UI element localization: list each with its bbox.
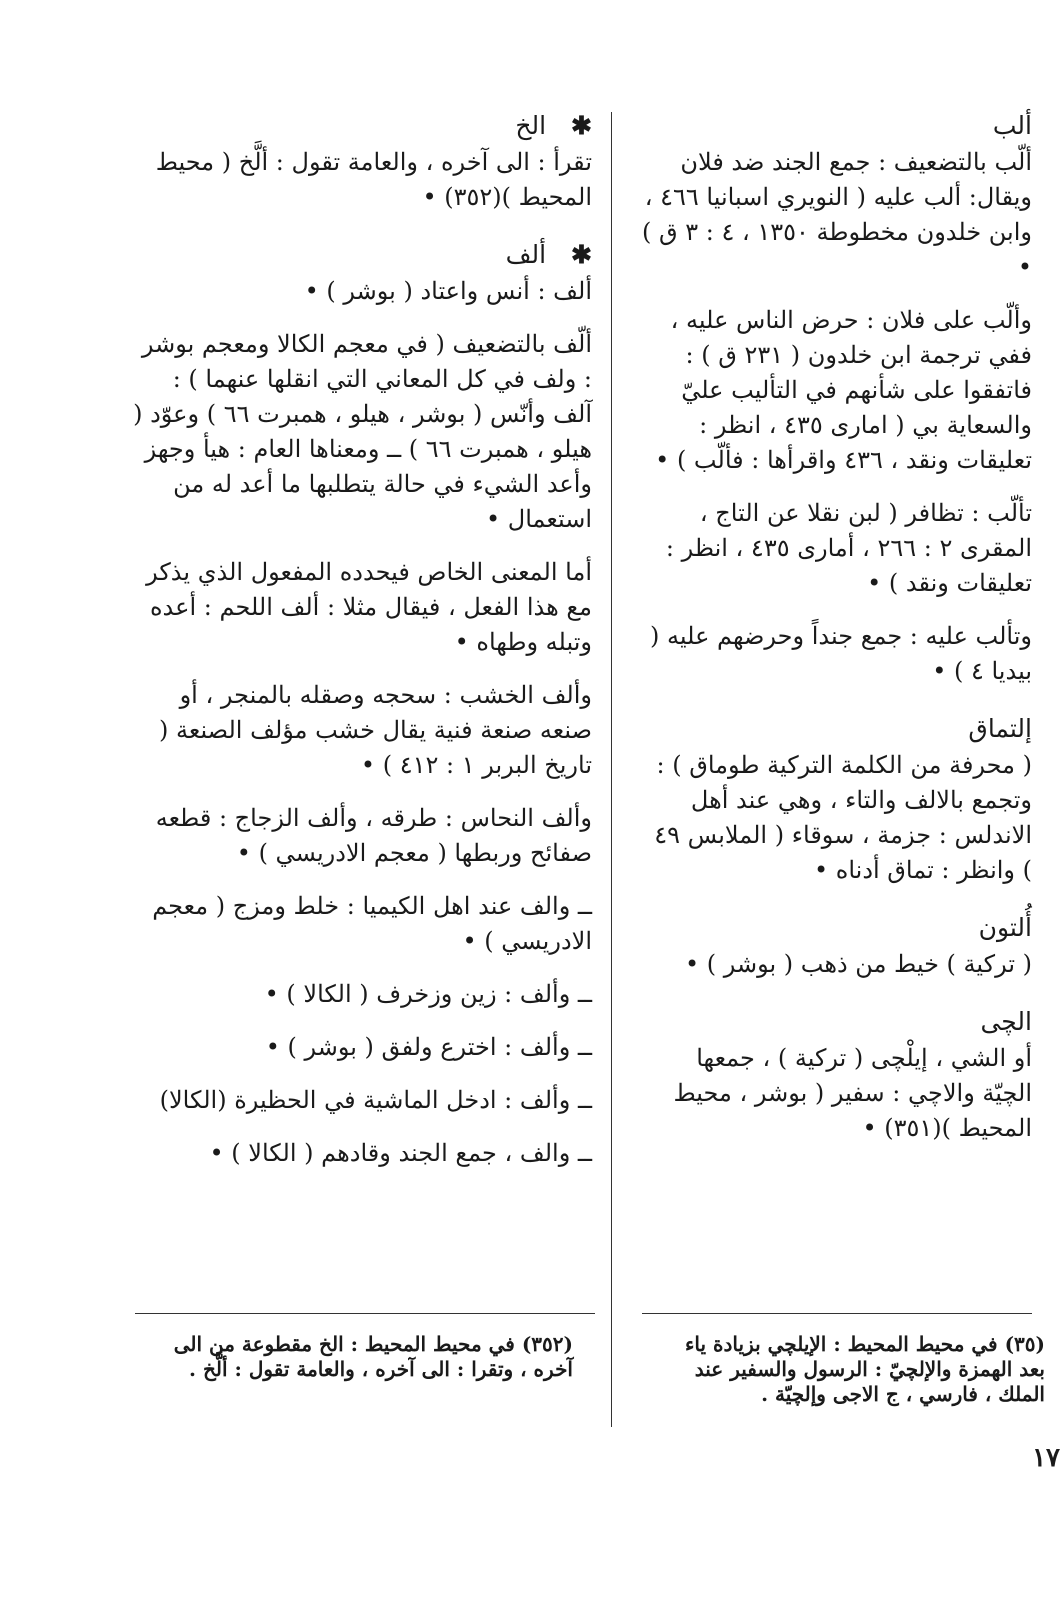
definition-paragraph: ــ وألف : اخترع ولفق ( بوشر ) • <box>265 1033 592 1061</box>
definition-paragraph: ( تركية ) خيط من ذهب ( بوشر ) • <box>684 950 1032 978</box>
entry-alb <box>640 108 1032 689</box>
definition-paragraph: وألّب على فلان : حرض الناس عليه ، ففي ترجمة ابن خلدون ( ٢٣١ ق ) : فاتفقوا على شأنهم في التأليب عليّ والسعاية بي ( امارى ٤٣٥ ، انظر : تعليقات ونقد ، ٤٣٦ واقرأها : فألّب ) • <box>655 306 1032 474</box>
footnote-351: (٣٥) في محيط المحيط : الإيلچي بزيادة ياء بعد الهمزة والإلچيّ : الرسول والسفير عند الملك ، فارسي ، ج الاجى وإلچيّة . <box>685 1332 1045 1406</box>
footnote-rule <box>642 1313 1032 1314</box>
headword: ألف <box>505 240 547 269</box>
definition-paragraph: وألف النحاس : طرقه ، وألف الزجاج : قطعه صفائح وربطها ( معجم الادريسي ) • <box>155 804 592 867</box>
entry-alakh <box>132 108 592 215</box>
headword: الچى <box>980 1007 1032 1036</box>
headword-line <box>132 237 592 272</box>
entry-alif <box>132 237 592 1171</box>
definition-paragraph: ــ والف ، جمع الجند وقادهم ( الكالا ) • <box>209 1139 592 1167</box>
definition-paragraph: تقرأ : الى آخره ، والعامة تقول : ألَّخ ( محيط المحيط )(٣٥٢) • <box>155 148 592 211</box>
definition-paragraph: وتألب عليه : جمع جنداً وحرضهم عليه ( بيديا ٤ ) • <box>650 622 1032 685</box>
asterisk-icon: ✱ <box>571 240 592 269</box>
headword-line <box>132 108 592 143</box>
asterisk-icon: ✱ <box>571 111 592 140</box>
headword: ألب <box>992 111 1032 140</box>
definition-paragraph: ألّف بالتضعيف ( في معجم الكالا ومعجم بوشر : ولف في كل المعاني التي انقلها عنهما ) : آلف وأنّس ( بوشر ، هيلو ، همبرت ٦٦ ) وعوّد ( هيلو ، همبرت ٦٦ ) ــ ومعناها العام : هيأ وجهز وأعد الشيء في حالة يتطلبها ما أعد له من استعمال • <box>133 330 592 533</box>
footnote-rule <box>135 1313 595 1314</box>
headword: إلتماق <box>968 714 1032 743</box>
definition-paragraph: ألف : أنس واعتاد ( بوشر ) • <box>304 277 592 305</box>
definition-paragraph: ألّب بالتضعيف : جمع الجند ضد فلان ويقال: ألب عليه ( النويري اسبانيا ٤٦٦ ، وابن خلدون مخطوطة ١٣٥٠ ، ٤ : ٣ ق ) • <box>641 148 1032 281</box>
definition-paragraph: ( محرفة من الكلمة التركية طوماق ) : وتجمع بالالف والتاء ، وهي عند أهل الاندلس : جزمة ، سوقاء ( الملابس ٤٩ ) وانظر : تماق أدناه • <box>654 751 1032 884</box>
column-divider <box>611 112 612 1427</box>
headword: الخ <box>515 111 547 140</box>
footnote-352: (٣٥٢) في محيط المحيط : الخ مقطوعة من الى آخره ، وتقرا : الى آخره ، والعامة تقول : ألَّخ . <box>173 1332 573 1381</box>
definition-paragraph: ــ والف عند اهل الكيميا : خلط ومزج ( معجم الادريسي ) • <box>152 892 592 955</box>
definition-paragraph: ــ وألف : زين وزخرف ( الكالا ) • <box>264 980 592 1008</box>
headword: أُلتون <box>978 913 1032 942</box>
entry-iltimaq <box>640 711 1032 888</box>
definition-paragraph: ــ وألف : ادخل الماشية في الحظيرة (الكالا) <box>159 1086 592 1114</box>
definition-paragraph: تألّب : تظافر ( لبن نقلا عن التاج ، المقرى ٢ : ٢٦٦ ، أمارى ٤٣٥ ، انظر : تعليقات ونقد ) • <box>665 499 1032 597</box>
right-column <box>640 108 1032 1168</box>
definition-paragraph: أو الشي ، إيلْچى ( تركية ) ، جمعها الچيّة والاچي : سفير ( بوشر ، محيط المحيط )(٣٥١) • <box>673 1044 1032 1142</box>
page-number: ١٧ <box>1032 1443 1060 1473</box>
entry-altun <box>640 910 1032 982</box>
left-column <box>132 108 592 1193</box>
definition-paragraph: وألف الخشب : سحجه وصقله بالمنجر ، أو صنعه صنعة فنية يقال خشب مؤلف الصنعة ( تاريخ البربر ١ : ٤١٢ ) • <box>159 681 592 779</box>
entry-ilchi <box>640 1004 1032 1146</box>
definition-paragraph: أما المعنى الخاص فيحدده المفعول الذي يذكر مع هذا الفعل ، فيقال مثلا : ألف اللحم : أعده وتبله وطهاه • <box>146 558 592 656</box>
